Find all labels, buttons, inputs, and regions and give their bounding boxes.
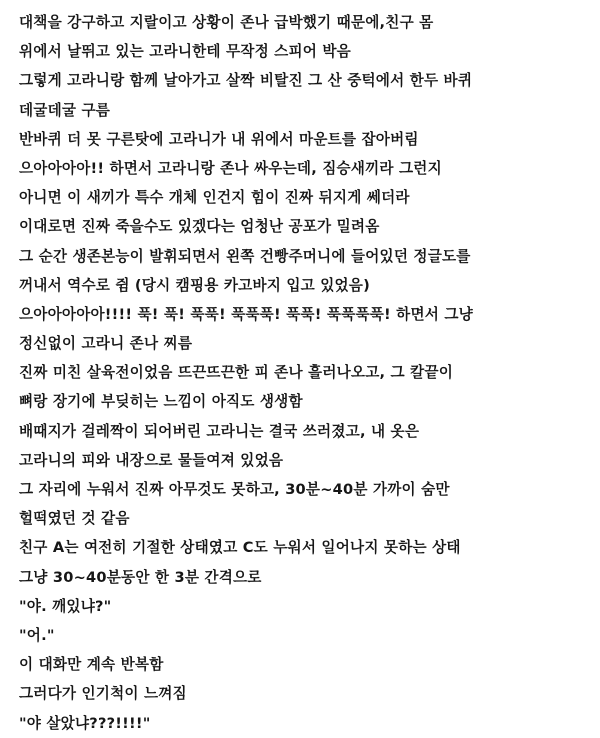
text-line: 진짜 미친 살육전이었음 뜨끈뜨끈한 피 존나 흘러나오고, 그 칼끝이 [19, 364, 454, 382]
text-line: 아니면 이 새끼가 특수 개체 인건지 힘이 진짜 뒤지게 쎄더라 [19, 189, 410, 207]
text-line: 그냥 30~40분동안 한 3분 간격으로 [19, 568, 262, 586]
text-line: 데굴데굴 구름 [19, 101, 111, 119]
text-line: 배때지가 걸레짝이 되어버린 고라니는 결국 쓰러졌고, 내 옷은 [19, 422, 420, 440]
dialogue-line: "야 살았냐???!!!!" [19, 714, 151, 732]
text-line: 그렇게 고라니랑 함께 날아가고 살짝 비탈진 그 산 중턱에서 한두 바퀴 [19, 72, 473, 90]
dialogue-line: "어." [19, 626, 55, 644]
text-line: 뼈랑 장기에 부딪히는 느낌이 아직도 생생함 [19, 393, 303, 411]
text-line: 위에서 날뛰고 있는 고라니한테 무작정 스피어 박음 [19, 43, 351, 61]
text-line: 그 순간 생존본능이 발휘되면서 왼쪽 건빵주머니에 들어있던 정글도를 [19, 247, 471, 265]
text-line: 헐떡였던 것 같음 [19, 510, 130, 528]
text-line: 정신없이 고라니 존나 찌름 [19, 335, 193, 353]
text-line: 으아아아아!! 하면서 고라니랑 존나 싸우는데, 짐승새끼라 그런지 [19, 159, 442, 177]
text-line: 그 자리에 누워서 진짜 아무것도 못하고, 30분~40분 가까이 숨만 [19, 481, 450, 498]
text-line: 그러다가 인기척이 느껴짐 [19, 685, 187, 703]
text-line: 반바퀴 더 못 구른탓에 고라니가 내 위에서 마운트를 잡아버림 [19, 130, 419, 148]
text-line: 이 대화만 계속 반복함 [19, 656, 164, 674]
text-line: 으아아아아아!!!! 푹! 푹! 푹푹! 푹푹푹! 푹푹! 푹푹푹푹! 하면서 그냥 [19, 305, 473, 323]
text-line: 고라니의 피와 내장으로 물들여져 있었음 [19, 451, 284, 469]
dialogue-line: "야. 깨있냐?" [19, 597, 112, 615]
text-line: 대책을 강구하고 지랄이고 상황이 존나 급박했기 때문에,친구 몸 [19, 14, 434, 31]
text-line: 친구 A는 여전히 기절한 상태였고 C도 누워서 일어나지 못하는 상태 [19, 539, 461, 557]
text-line: 꺼내서 역수로 쥠 (당시 캠핑용 카고바지 입고 있었음) [19, 276, 370, 294]
text-line: 이대로면 진짜 죽을수도 있겠다는 엄청난 공포가 밀려옴 [19, 218, 380, 236]
